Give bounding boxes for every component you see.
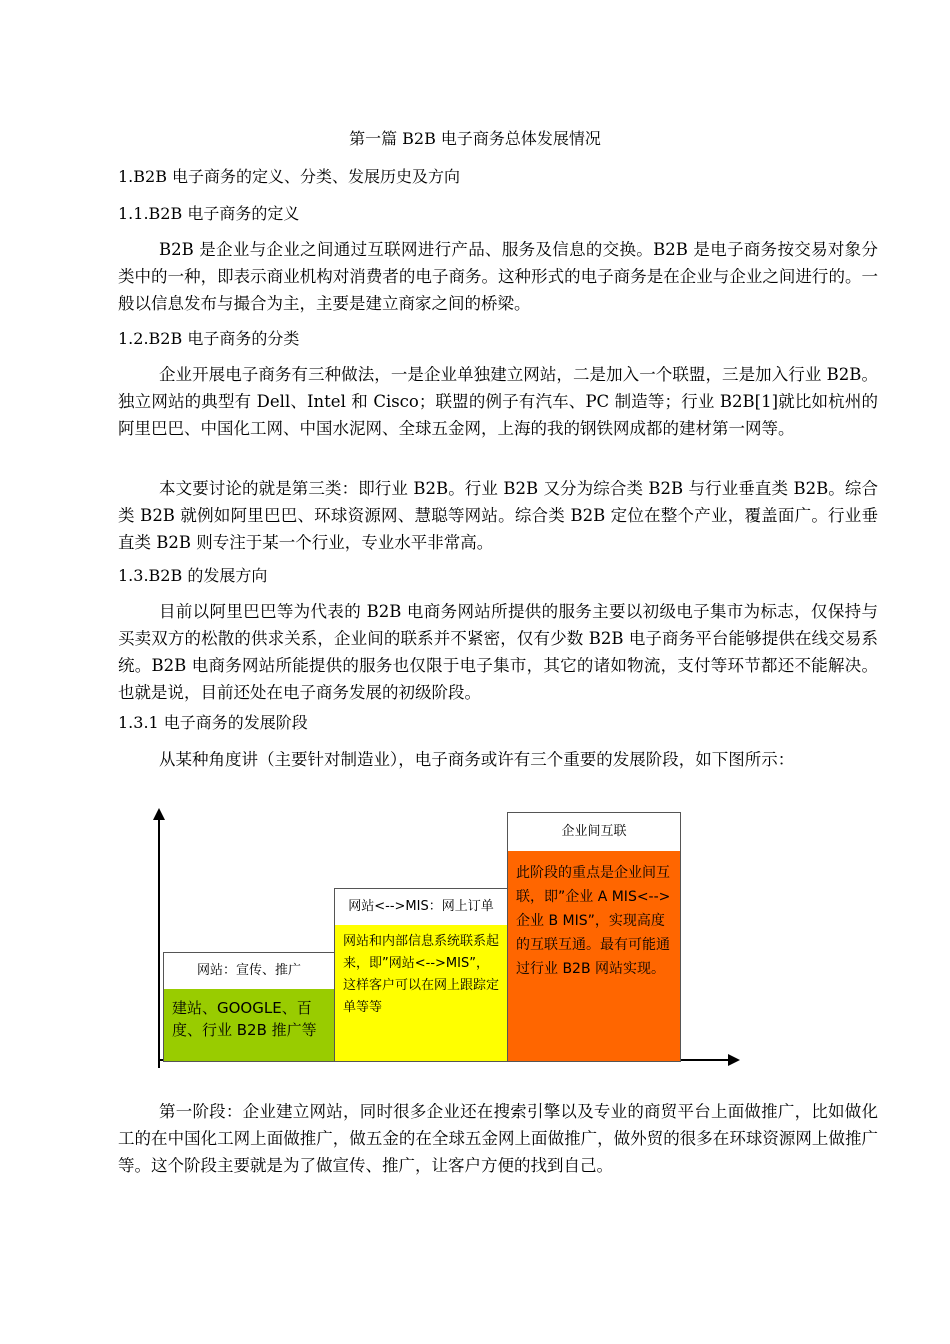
x-axis-arrow-icon (728, 1054, 740, 1066)
stage-2-heading: 网站<-->MIS：网上订单 (335, 889, 507, 926)
y-axis (158, 816, 160, 1068)
section-heading-1-2: 1.2.B2B 电子商务的分类 (118, 329, 300, 348)
section-heading-1: 1.B2B 电子商务的定义、分类、发展历史及方向 (118, 167, 461, 186)
paragraph-stage-one: 第一阶段：企业建立网站，同时很多企业还在搜索引擎以及专业的商贸平台上面做推广，比如做化工的在中国化工网上面做推广，做五金的在全球五金网上面做推广，做外贸的很多在环球资源网上做推广等。这个阶段主要就是为了做宣传、推广，让客户方便的找到自己。 (118, 1102, 878, 1175)
paragraph-third-type: 本文要讨论的就是第三类：即行业 B2B。行业 B2B 又分为综合类 B2B 与行业垂直类 B2B。综合类 B2B 就例如阿里巴巴、环球资源网、慧聪等网站。综合类 B2B 定位在整个产业，覆盖面广。行业垂直类 B2B 则专注于某一个行业，专业水平非常高。 (118, 479, 878, 552)
stage-3-description: 此阶段的重点是企业间互联，即”企业 A MIS<-->企业 B MIS”，实现高度的互联互通。最有可能通过行业 B2B 网站实现。 (508, 851, 680, 1061)
paragraph-stages-intro: 从某种角度讲（主要针对制造业），电子商务或许有三个重要的发展阶段，如下图所示： (159, 750, 795, 769)
stage-1-box (163, 952, 335, 1062)
stage-2-box (334, 888, 508, 1062)
stage-3-heading: 企业间互联 (508, 813, 680, 852)
document-title: 第一篇 B2B 电子商务总体发展情况 (349, 129, 601, 148)
section-heading-1-1: 1.1.B2B 电子商务的定义 (118, 204, 300, 223)
paragraph-definition: B2B 是企业与企业之间通过互联网进行产品、服务及信息的交换。B2B 是电子商务按交易对象分类中的一种，即表示商业机构对消费者的电子商务。这种形式的电子商务是在企业与企业之间进行的。一般以信息发布与撮合为主，主要是建立商家之间的桥梁。 (118, 240, 878, 313)
stage-2-description: 网站和内部信息系统联系起来，即”网站<-->MIS”，这样客户可以在网上跟踪定单等等 (335, 925, 507, 1061)
stage-1-heading: 网站：宣传、推广 (164, 953, 334, 990)
section-heading-1-3: 1.3.B2B 的发展方向 (118, 566, 268, 585)
stage-3-box (507, 812, 681, 1062)
stage-1-description: 建站、GOOGLE、百度、行业 B2B 推广等 (164, 989, 334, 1061)
development-stages-diagram (150, 808, 750, 1078)
y-axis-arrow-icon (153, 808, 165, 820)
paragraph-direction: 目前以阿里巴巴等为代表的 B2B 电商务网站所提供的服务主要以初级电子集市为标志，仅保持与买卖双方的松散的供求关系，企业间的联系并不紧密，仅有少数 B2B 电子商务平台能够提供在线交易系统。B2B 电商务网站所能提供的服务也仅限于电子集市，其它的诸如物流，支付等环节都还不能解决。也就是说，目前还处在电子商务发展的初级阶段。 (118, 602, 878, 702)
section-heading-1-3-1: 1.3.1 电子商务的发展阶段 (118, 713, 308, 732)
paragraph-classification: 企业开展电子商务有三种做法，一是企业单独建立网站，二是加入一个联盟，三是加入行业 B2B。独立网站的典型有 Dell、Intel 和 Cisco；联盟的例子有汽车、PC 制造等；行业 B2B[1]就比如杭州的阿里巴巴、中国化工网、中国水泥网、全球五金网，上海的我的钢铁网成都的建材第一网等。 (118, 365, 878, 438)
